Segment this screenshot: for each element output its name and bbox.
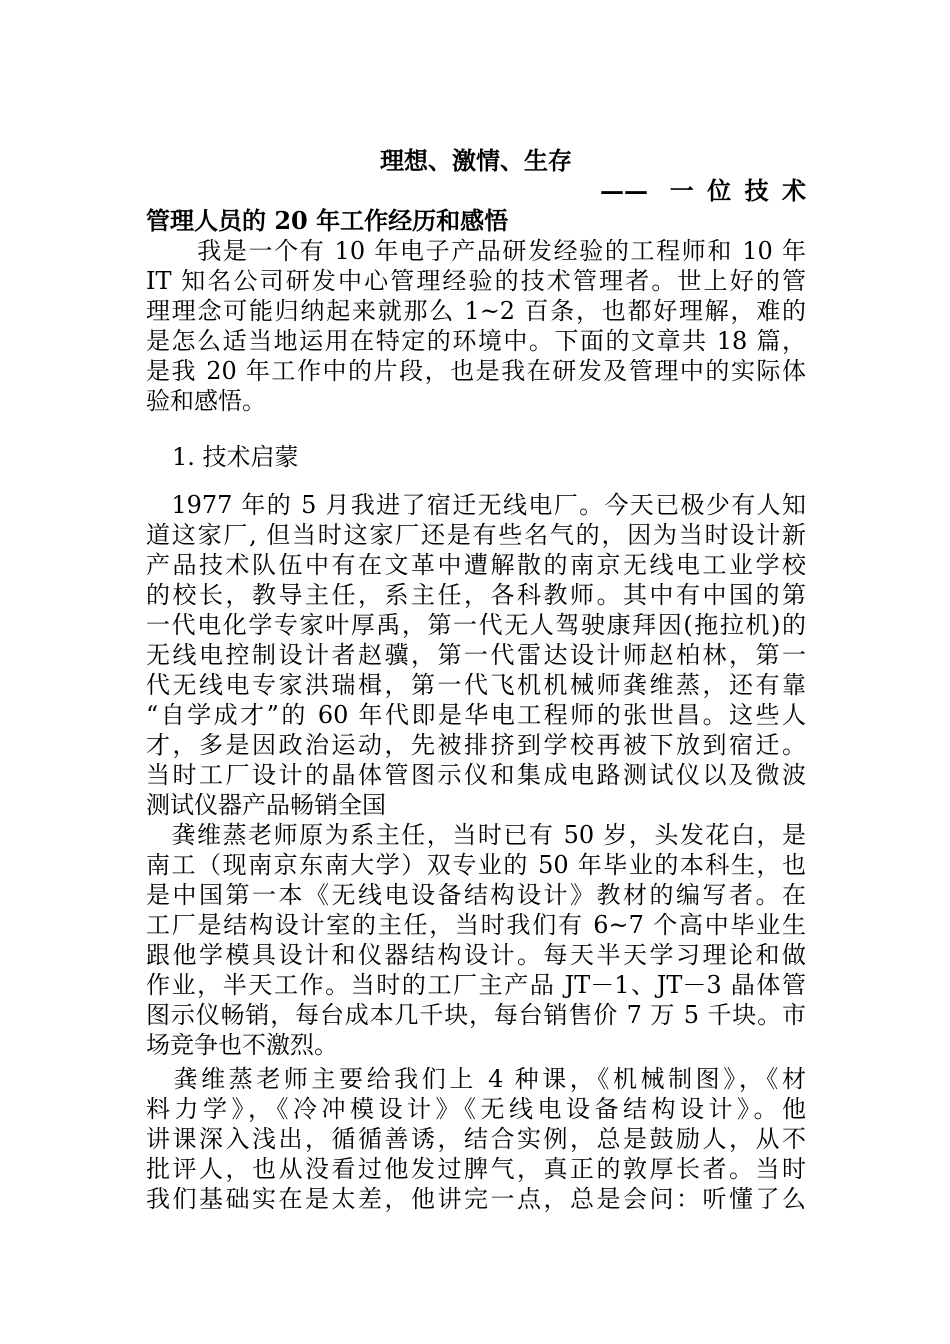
para2-line: 是中国第一本《无线电设备结构设计》教材的编写者。在	[146, 881, 806, 909]
intro-line: 是我 20 年工作中的片段，也是我在研发及管理中的实际体	[146, 357, 806, 385]
para1-line: 当时工厂设计的晶体管图示仪和集成电路测试仪以及微波	[146, 761, 806, 789]
document-title: 理想、激情、生存	[380, 146, 572, 175]
para1-line: 道这家厂, 但当时这家厂还是有些名气的，因为当时设计新	[146, 521, 806, 549]
para3-line: 批评人，也从没看过他发过脾气，真正的敦厚长者。当时	[146, 1155, 806, 1183]
para1-line: 代无线电专家洪瑞楫，第一代飞机机械师龚维蒸，还有靠	[146, 671, 806, 699]
para2-line: 南工（现南京东南大学）双专业的 50 年毕业的本科生，也	[146, 851, 806, 879]
para3-line: 讲课深入浅出，循循善诱，结合实例，总是鼓励人，从不	[146, 1125, 806, 1153]
para1-line: 测试仪器产品畅销全国	[146, 791, 386, 819]
para1-line: 1977 年的 5 月我进了宿迁无线电厂。今天已极少有人知	[146, 491, 806, 519]
para3-line: 龚维蒸老师主要给我们上 4 种课，《机械制图》，《材	[146, 1065, 806, 1093]
para1-line: 一代电化学专家叶厚禹，第一代无人驾驶康拜因(拖拉机)的	[146, 611, 806, 639]
intro-line: 理理念可能归纳起来就那么 1~2 百条，也都好理解，难的	[146, 297, 806, 325]
para2-line: 图示仪畅销，每台成本几千块，每台销售价 7 万 5 千块。市	[146, 1001, 806, 1029]
intro-line: 验和感悟。	[146, 387, 266, 415]
para3-line: 料力学》，《冷冲模设计》《无线电设备结构设计》。他	[146, 1095, 806, 1123]
subtitle-line-2: 管理人员的 20 年工作经历和感悟	[146, 206, 509, 235]
subtitle-line-1: —— 一位技术	[600, 176, 806, 205]
para1-line: 的校长，教导主任，系主任，各科教师。其中有中国的第	[146, 581, 806, 609]
para2-line: 龚维蒸老师原为系主任，当时已有 50 岁，头发花白，是	[146, 821, 806, 849]
para1-line: 才，多是因政治运动，先被排挤到学校再被下放到宿迁。	[146, 731, 806, 759]
para1-line: 产品技术队伍中有在文革中遭解散的南京无线电工业学校	[146, 551, 806, 579]
intro-line: IT 知名公司研发中心管理经验的技术管理者。世上好的管	[146, 267, 806, 295]
para2-line: 作业，半天工作。当时的工厂主产品 JT－1、JT－3 晶体管	[146, 971, 806, 999]
intro-line: 是怎么适当地运用在特定的环境中。下面的文章共 18 篇，	[146, 327, 806, 355]
para2-line: 场竞争也不激烈。	[146, 1031, 338, 1059]
section-heading: 1. 技术启蒙	[172, 443, 299, 471]
para2-line: 跟他学模具设计和仪器结构设计。每天半天学习理论和做	[146, 941, 806, 969]
para2-line: 工厂是结构设计室的主任，当时我们有 6~7 个高中毕业生	[146, 911, 806, 939]
para1-line: “自学成才”的 60 年代即是华电工程师的张世昌。这些人	[146, 701, 806, 729]
para3-line: 我们基础实在是太差，他讲完一点，总是会问：听懂了么	[146, 1185, 806, 1213]
intro-line: 我是一个有 10 年电子产品研发经验的工程师和 10 年	[146, 237, 806, 265]
para1-line: 无线电控制设计者赵骥，第一代雷达设计师赵柏林，第一	[146, 641, 806, 669]
